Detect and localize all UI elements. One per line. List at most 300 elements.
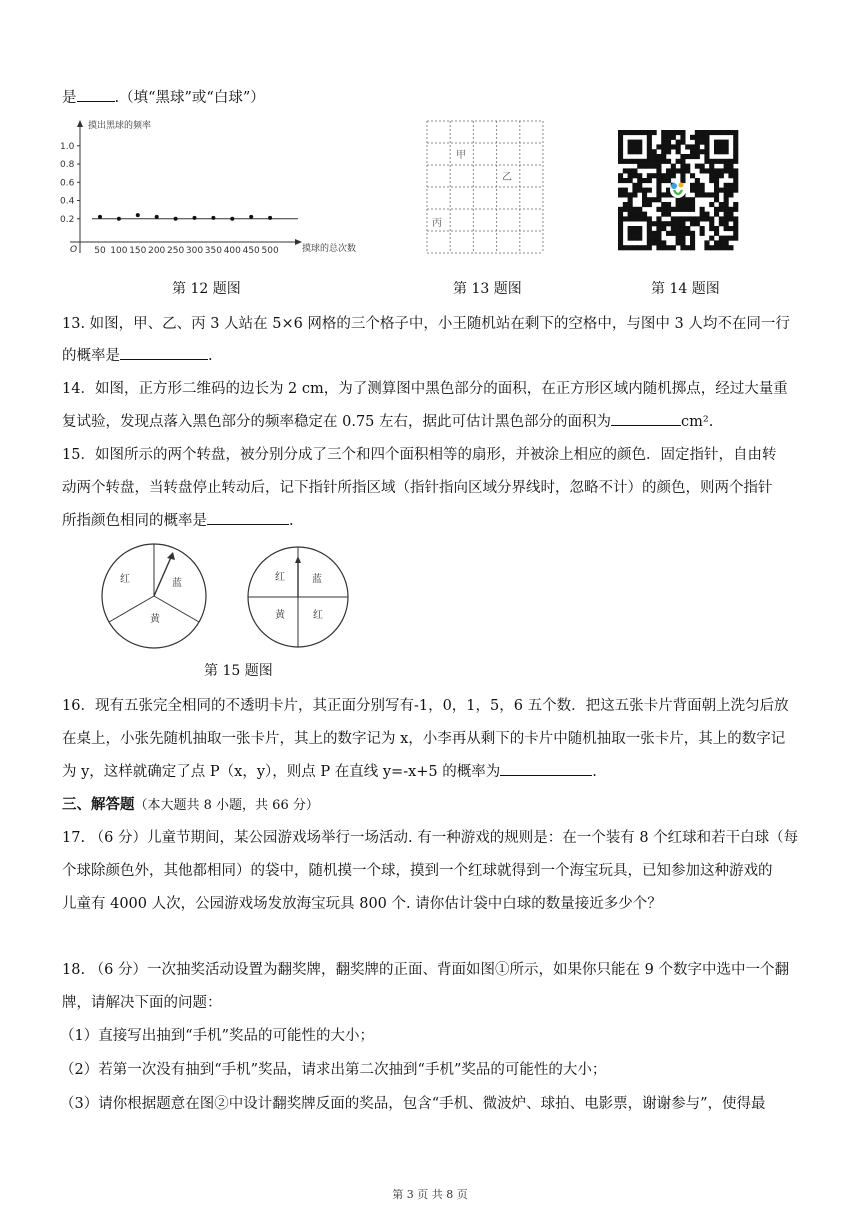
qr-module <box>690 202 695 207</box>
qr-module <box>680 240 685 245</box>
qr-module <box>661 144 666 149</box>
qr-module <box>695 144 700 149</box>
qr-module <box>680 168 685 173</box>
qr-module <box>642 192 647 197</box>
qr-module <box>652 231 657 236</box>
qr-module <box>656 231 661 236</box>
qr-module <box>676 231 681 236</box>
qr-module <box>637 164 642 169</box>
qr-module <box>656 245 661 250</box>
qr-module <box>637 183 642 188</box>
qr-module <box>733 159 738 164</box>
qr-module <box>690 173 695 178</box>
qr-module <box>695 130 700 135</box>
qr-module <box>642 178 647 183</box>
qr-module <box>690 231 695 236</box>
x-tick-label: 450 <box>242 246 260 256</box>
qr-module <box>695 216 700 221</box>
qr-module <box>637 178 642 183</box>
qr-module <box>618 140 623 145</box>
qr-module <box>709 236 714 241</box>
text: 是 <box>62 90 77 106</box>
question-11-tail <box>62 86 265 107</box>
qr-module <box>656 173 661 178</box>
question-18-part-2: （2）若第一次没有抽到“手机”奖品，请求出第二次抽到“手机”奖品的可能性的大小； <box>60 1062 607 1078</box>
qr-module <box>642 164 647 169</box>
qr-module <box>728 226 733 231</box>
qr-module <box>652 164 657 169</box>
qr-module <box>618 154 623 159</box>
qr-module <box>661 149 666 154</box>
qr-module <box>618 178 623 183</box>
qr-module <box>680 207 685 212</box>
qr-module <box>632 212 637 217</box>
answer-blank[interactable] <box>77 87 115 102</box>
qr-module <box>719 216 724 221</box>
answer-blank[interactable] <box>120 345 208 360</box>
qr-module <box>647 231 652 236</box>
sector-label-blue: 蓝 <box>172 578 182 589</box>
qr-module <box>695 154 700 159</box>
qr-module <box>685 164 690 169</box>
qr-module <box>733 149 738 154</box>
qr-module <box>647 130 652 135</box>
qr-module <box>623 130 628 135</box>
qr-module <box>666 168 671 173</box>
qr-module <box>656 178 661 183</box>
pointer-arrowhead <box>295 556 301 563</box>
qr-module <box>642 245 647 250</box>
qr-module <box>733 178 738 183</box>
qr-module <box>656 207 661 212</box>
data-point <box>174 217 178 221</box>
qr-module <box>661 178 666 183</box>
qr-module <box>680 135 685 140</box>
qr-module <box>647 240 652 245</box>
qr-module <box>623 245 628 250</box>
qr-module <box>685 245 690 250</box>
qr-module <box>690 154 695 159</box>
qr-module <box>656 236 661 241</box>
section-title: 三、解答题 <box>62 796 135 813</box>
qr-module <box>733 144 738 149</box>
qr-module <box>623 202 628 207</box>
qr-module <box>661 226 666 231</box>
qr-module <box>647 221 652 226</box>
qr-module <box>676 221 681 226</box>
question-18-line-2: 牌，请解决下面的问题： <box>62 995 222 1011</box>
data-point <box>155 215 159 219</box>
qr-module <box>652 173 657 178</box>
qr-module <box>628 212 633 217</box>
x-tick-label: 200 <box>148 246 166 256</box>
question-17-line-3: 儿童有 4000 人次，公园游戏场发放海宝玩具 800 个. 请你估计袋中白球的数量接近多少个？ <box>62 896 662 912</box>
sector-label-blue: 蓝 <box>312 574 322 585</box>
qr-module <box>728 168 733 173</box>
qr-module <box>661 154 666 159</box>
qr-module <box>618 159 623 164</box>
qr-module <box>724 240 729 245</box>
qr-module <box>647 226 652 231</box>
qr-module <box>724 192 729 197</box>
qr-module <box>671 245 676 250</box>
qr-module <box>637 207 642 212</box>
qr-module <box>719 207 724 212</box>
qr-module <box>724 245 729 250</box>
qr-module <box>714 183 719 188</box>
qr-module <box>685 197 690 202</box>
qr-module <box>690 245 695 250</box>
qr-module <box>618 173 623 178</box>
y-tick-label: 0.6 <box>60 178 75 189</box>
origin-label: O <box>70 245 78 255</box>
qr-module <box>733 173 738 178</box>
qr-module <box>728 236 733 241</box>
qr-module <box>700 192 705 197</box>
qr-module <box>733 183 738 188</box>
question-18-part-3: （3）请你根据题意在图②中设计翻奖牌反面的奖品，包含“手机、微波炉、球拍、电影票，谢谢参与”，使得最 <box>60 1096 766 1112</box>
qr-module <box>628 236 633 241</box>
qr-module <box>647 159 652 164</box>
text: 的概率是 <box>62 348 120 364</box>
qr-module <box>700 226 705 231</box>
qr-module <box>714 240 719 245</box>
qr-module <box>724 207 729 212</box>
qr-module <box>680 216 685 221</box>
qr-module <box>714 178 719 183</box>
qr-module <box>623 168 628 173</box>
qr-module <box>704 144 709 149</box>
qr-module <box>714 197 719 202</box>
qr-module <box>632 192 637 197</box>
qr-module <box>661 135 666 140</box>
qr-module <box>709 245 714 250</box>
qr-module <box>628 226 633 231</box>
qr-module <box>618 245 623 250</box>
caption-fig14: 第 14 题图 <box>651 281 720 297</box>
qr-module <box>695 164 700 169</box>
qr-module <box>618 135 623 140</box>
qr-module <box>656 221 661 226</box>
qr-module <box>680 197 685 202</box>
qr-module <box>666 135 671 140</box>
qr-module <box>647 140 652 145</box>
qr-module <box>647 149 652 154</box>
qr-module <box>680 140 685 145</box>
qr-module <box>637 226 642 231</box>
qr-module <box>724 226 729 231</box>
qr-module <box>714 192 719 197</box>
qr-module <box>695 140 700 145</box>
qr-module <box>632 130 637 135</box>
qr-module <box>685 216 690 221</box>
qr-module <box>704 140 709 145</box>
question-14-line-1: 14．如图，正方形二维码的边长为 2 cm，为了测算图中黑色部分的面积，在正方形区域内随机掷点，经过大量重 <box>62 381 788 397</box>
x-tick-label: 250 <box>167 246 185 256</box>
qr-module <box>690 207 695 212</box>
qr-module <box>666 192 671 197</box>
x-tick-label: 150 <box>129 246 147 256</box>
qr-module <box>704 245 709 250</box>
y-axis-label: 摸出黑球的频率 <box>88 121 152 131</box>
qr-module <box>733 140 738 145</box>
qr-module <box>632 207 637 212</box>
y-tick-label: 0.8 <box>60 160 75 171</box>
qr-module <box>724 149 729 154</box>
qr-module <box>719 221 724 226</box>
qr-module <box>647 144 652 149</box>
qr-module <box>685 154 690 159</box>
qr-module <box>656 192 661 197</box>
qr-module <box>714 207 719 212</box>
qr-module <box>656 240 661 245</box>
qr-module <box>628 144 633 149</box>
qr-module <box>661 159 666 164</box>
qr-module <box>628 202 633 207</box>
qr-module <box>637 144 642 149</box>
qr-module <box>671 164 676 169</box>
question-17-line-1: 17. （6 分）儿童节期间，某公园游戏场举行一场活动. 有一种游戏的规则是：在一个装有 8 个红球和若干白球（每 <box>62 830 799 846</box>
qr-module <box>647 164 652 169</box>
qr-module <box>728 207 733 212</box>
qr-code-image <box>618 130 738 250</box>
qr-module <box>632 226 637 231</box>
qr-module <box>628 173 633 178</box>
text: 为 y，这样就确定了点 P（x，y），则点 P 在直线 y=-x+5 的概率为 <box>62 764 501 780</box>
qr-module <box>623 192 628 197</box>
qr-module <box>647 178 652 183</box>
x-tick-label: 100 <box>110 246 128 256</box>
question-16-line-3 <box>62 760 597 781</box>
qr-module <box>623 207 628 212</box>
qr-module <box>714 212 719 217</box>
qr-module <box>632 183 637 188</box>
grid-cell-bing: 丙 <box>432 218 442 229</box>
qr-module <box>676 168 681 173</box>
qr-module <box>700 231 705 236</box>
qr-module <box>700 207 705 212</box>
qr-module <box>618 226 623 231</box>
qr-module <box>724 140 729 145</box>
qr-module <box>704 135 709 140</box>
qr-module <box>690 149 695 154</box>
qr-module <box>700 168 705 173</box>
qr-module <box>724 221 729 226</box>
data-point <box>117 217 121 221</box>
sector-label-red: 红 <box>120 574 130 585</box>
qr-module <box>637 149 642 154</box>
qr-module <box>695 221 700 226</box>
qr-module <box>724 216 729 221</box>
grid-cell-yi: 乙 <box>502 172 512 183</box>
qr-module <box>724 188 729 193</box>
qr-module <box>709 226 714 231</box>
qr-module <box>728 159 733 164</box>
qr-module <box>695 192 700 197</box>
qr-module <box>666 144 671 149</box>
qr-module <box>704 192 709 197</box>
qr-module <box>714 231 719 236</box>
qr-module <box>733 216 738 221</box>
data-point <box>211 216 215 220</box>
qr-module <box>647 188 652 193</box>
qr-module <box>724 236 729 241</box>
qr-module <box>652 159 657 164</box>
qr-module <box>709 216 714 221</box>
qr-module <box>618 144 623 149</box>
qr-module <box>666 130 671 135</box>
qr-module <box>714 149 719 154</box>
qr-module <box>685 168 690 173</box>
qr-module <box>628 168 633 173</box>
qr-module <box>704 240 709 245</box>
qr-module <box>695 135 700 140</box>
qr-module <box>700 164 705 169</box>
qr-module <box>623 178 628 183</box>
qr-module <box>704 130 709 135</box>
qr-module <box>637 173 642 178</box>
qr-module <box>728 216 733 221</box>
qr-module <box>623 159 628 164</box>
qr-module <box>695 178 700 183</box>
qr-module <box>656 197 661 202</box>
qr-module <box>719 140 724 145</box>
qr-module <box>632 236 637 241</box>
qr-module <box>714 188 719 193</box>
qr-module <box>656 164 661 169</box>
qr-module <box>666 212 671 217</box>
qr-module <box>647 197 652 202</box>
qr-module <box>724 159 729 164</box>
qr-module <box>690 135 695 140</box>
qr-module <box>642 212 647 217</box>
qr-module <box>695 183 700 188</box>
qr-module <box>724 130 729 135</box>
qr-module <box>680 154 685 159</box>
qr-module <box>632 159 637 164</box>
qr-module <box>666 178 671 183</box>
sector-label-yellow: 黄 <box>150 614 160 625</box>
qr-module <box>714 159 719 164</box>
qr-module <box>632 188 637 193</box>
qr-module <box>632 140 637 145</box>
qr-module <box>618 149 623 154</box>
qr-module <box>700 140 705 145</box>
qr-module <box>685 231 690 236</box>
qr-module <box>709 159 714 164</box>
qr-module <box>632 168 637 173</box>
answer-blank[interactable] <box>500 761 592 776</box>
qr-module <box>690 197 695 202</box>
qr-module <box>647 135 652 140</box>
x-tick-label: 50 <box>94 246 106 256</box>
qr-module <box>709 168 714 173</box>
qr-module <box>709 221 714 226</box>
qr-module <box>714 245 719 250</box>
question-14-line-2 <box>62 410 713 431</box>
qr-module <box>714 130 719 135</box>
qr-module <box>695 149 700 154</box>
qr-module <box>642 188 647 193</box>
section-heading <box>62 793 319 814</box>
qr-module <box>671 221 676 226</box>
qr-module <box>628 197 633 202</box>
qr-module <box>680 231 685 236</box>
qr-module <box>666 231 671 236</box>
qr-module <box>709 178 714 183</box>
qr-module <box>719 130 724 135</box>
data-point <box>98 215 102 219</box>
qr-module <box>700 188 705 193</box>
qr-module <box>666 149 671 154</box>
qr-logo-dot-blue <box>671 183 677 189</box>
qr-module <box>647 245 652 250</box>
qr-module <box>618 240 623 245</box>
answer-blank[interactable] <box>207 510 289 525</box>
question-16-line-2: 在桌上，小张先随机抽取一张卡片，其上的数字记为 x，小李再从剩下的卡片中随机抽取一张卡片，其上的数字记 <box>62 731 786 747</box>
qr-module <box>637 212 642 217</box>
qr-module <box>661 221 666 226</box>
qr-module <box>656 216 661 221</box>
question-13-line-1: 13. 如图，甲、乙、丙 3 人站在 5×6 网格的三个格子中，小王随机站在剩下的空格中，与图中 3 人均不在同一行 <box>62 316 790 332</box>
qr-module <box>728 130 733 135</box>
qr-module <box>733 207 738 212</box>
qr-module <box>656 168 661 173</box>
qr-module <box>704 159 709 164</box>
qr-module <box>671 207 676 212</box>
qr-module <box>652 240 657 245</box>
qr-module <box>666 221 671 226</box>
qr-module <box>676 130 681 135</box>
question-15-line-2: 动两个转盘，当转盘停止转动后，记下指针所指区域（指针指向区域分界线时，忽略不计）的颜色，则两个指针 <box>62 480 773 496</box>
qr-module <box>704 168 709 173</box>
qr-module <box>647 216 652 221</box>
answer-blank[interactable] <box>611 411 681 426</box>
qr-module <box>728 192 733 197</box>
question-18-part-1: （1）直接写出抽到“手机”奖品的可能性的大小； <box>60 1028 375 1044</box>
qr-module <box>628 130 633 135</box>
qr-module <box>719 173 724 178</box>
qr-module <box>690 144 695 149</box>
qr-module <box>647 154 652 159</box>
qr-module <box>733 188 738 193</box>
qr-module <box>652 154 657 159</box>
qr-module <box>671 144 676 149</box>
qr-module <box>714 226 719 231</box>
qr-module <box>676 240 681 245</box>
spinner-three-sectors <box>102 544 206 648</box>
qr-module <box>628 245 633 250</box>
data-point <box>249 215 253 219</box>
qr-module <box>728 245 733 250</box>
qr-module <box>671 135 676 140</box>
qr-module <box>671 231 676 236</box>
qr-module <box>661 140 666 145</box>
qr-module <box>666 202 671 207</box>
pointer-arrowhead <box>167 552 175 560</box>
qr-module <box>724 212 729 217</box>
unit: cm² <box>681 414 709 430</box>
qr-module <box>690 188 695 193</box>
qr-module <box>680 130 685 135</box>
qr-module <box>632 149 637 154</box>
qr-module <box>704 216 709 221</box>
x-axis-arrow <box>295 239 302 245</box>
qr-module <box>719 168 724 173</box>
qr-module <box>652 197 657 202</box>
qr-module <box>680 159 685 164</box>
qr-module <box>618 221 623 226</box>
